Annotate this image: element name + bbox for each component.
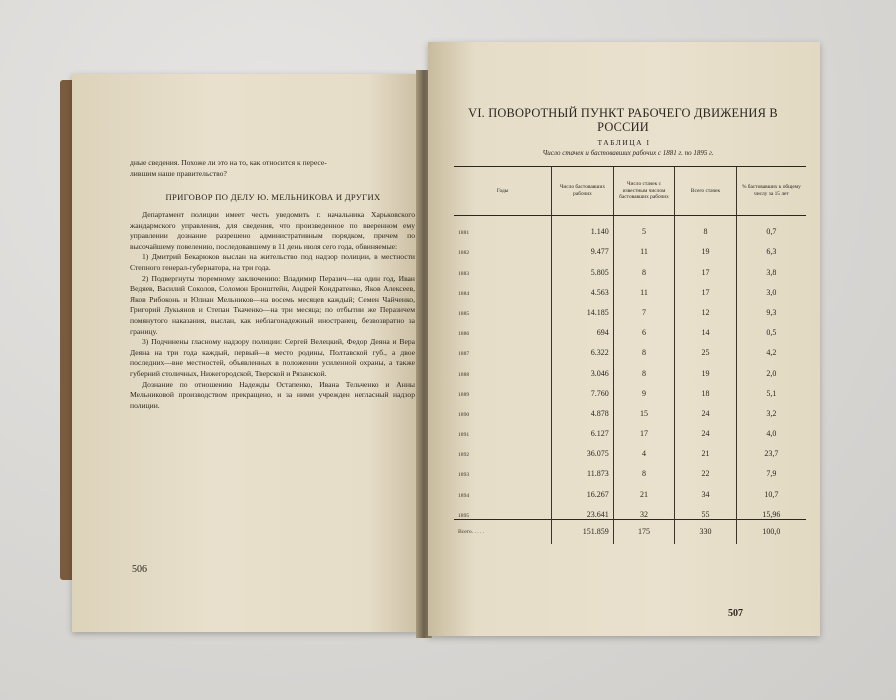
known-strikes-cell: 15 [613,398,675,418]
known-strikes-cell: 8 [613,458,675,478]
percent-cell: 6,3 [736,236,806,256]
year-cell: 1888 [458,371,470,378]
table-row [454,317,806,337]
paragraph: 2) Подвергнуты тюремному заключению: Владимир Перазич—на один год, Иван Ведяев, Василий Соколов, Соломон Бронштейн, Андрей Кондратенко, Яков Алексеев, Яков Рибоконь и Юлиан Мельников—на восемь месяцев каждый; Семен Чайченко, Григорий Лукьянов и Степан Ткаченко—на три месяца; по отбытии же Перазичем помянутого наказания, выслан, как неблагонадежный иностранец, безвозвратно за границу. [130,273,415,336]
intro-line: дные сведения. Похоже ли это на то, как относится к пересе- [130,158,327,167]
known-strikes-cell: 11 [613,236,675,256]
year-cell: 1893 [458,472,470,479]
table-row [454,499,806,520]
workers-cell: 23.641 [552,499,614,520]
workers-cell: 5.805 [552,256,614,276]
total-strikes-cell: 8 [675,216,737,237]
year-cell: 1889 [458,391,470,398]
table-row [454,378,806,398]
right-page-number: 507 [728,608,743,619]
total-label-cell: Всего. . . . . [454,519,552,544]
table-row [454,216,806,237]
workers-cell: 4.878 [552,398,614,418]
table-row [454,418,806,438]
year-cell: 1887 [458,351,470,358]
table-row [454,236,806,256]
year-cell: 1884 [458,290,470,297]
total-strikes-sum-cell: 330 [675,519,737,544]
chapter-title: VI. ПОВОРОТНЫЙ ПУНКТ РАБОЧЕГО ДВИЖЕНИЯ В РОССИИ [468,106,778,134]
total-workers-cell: 151.859 [552,519,614,544]
known-strikes-cell: 11 [613,277,675,297]
table-row [454,357,806,377]
workers-cell: 9.477 [552,236,614,256]
total-strikes-cell: 21 [675,438,737,458]
total-strikes-cell: 34 [675,478,737,498]
year-cell: 1895 [458,512,470,519]
year-cell: 1892 [458,452,470,459]
workers-cell: 7.760 [552,378,614,398]
percent-cell: 4,0 [736,418,806,438]
total-percent-cell: 100,0 [736,519,806,544]
total-strikes-cell: 17 [675,277,737,297]
year-cell: 1886 [458,331,470,338]
year-cell: 1881 [458,230,470,237]
table-caption: ТАБЛИЦА I [597,138,651,147]
known-strikes-cell: 21 [613,478,675,498]
percent-cell: 7,9 [736,458,806,478]
workers-cell: 6.127 [552,418,614,438]
percent-cell: 23,7 [736,438,806,458]
column-header: Число бастовавших рабочих [552,167,614,216]
total-strikes-cell: 24 [675,398,737,418]
total-strikes-cell: 19 [675,357,737,377]
intro-line: лившим наше правительство? [130,168,227,178]
column-header: % бастовавших к общему числу за 15 лет [736,167,806,216]
percent-cell: 0,7 [736,216,806,237]
year-cell: 1882 [458,250,470,257]
known-strikes-cell: 17 [613,418,675,438]
percent-cell: 10,7 [736,478,806,498]
paragraph: Департамент полиции имеет честь уведомить г. начальника Харьковского жандармского управления, для сведения, что произведенное по вверенном ему управлении дознание разрешено административным порядком, причем по высочайшему повелению, последовавшему в 11 день июля сего года, обвиняемые: [130,210,415,251]
right-page [428,42,820,636]
total-strikes-cell: 17 [675,256,737,276]
open-book [60,40,830,640]
known-strikes-cell: 8 [613,256,675,276]
paragraph: 3) Подчинены гласному надзору полиции: Сергей Велецкий, Федор Деяна и Вера Деяна на три года каждый, первый—в место родины, Полтавской губ., а двое последних—вне местностей, объявленных в положении усиленной охраны, а также губерний столичных, Нижегородской, Тверской и Рязанской. [130,337,415,378]
left-page-number: 506 [132,564,147,575]
column-header: Всего стачек [675,167,737,216]
workers-cell: 14.185 [552,297,614,317]
total-strikes-cell: 25 [675,337,737,357]
known-strikes-cell: 8 [613,357,675,377]
total-strikes-cell: 24 [675,418,737,438]
column-header: Число стачек с известным числом бастовавших рабочих [613,167,675,216]
table-row [454,297,806,317]
total-strikes-cell: 12 [675,297,737,317]
left-intro [130,158,415,179]
paragraph: 1) Дмитрий Бекарюков выслан на жительство под надзор полиции, в местности Степного генерал-губернатора, на три года. [130,252,415,272]
percent-cell: 9,3 [736,297,806,317]
year-cell: 1891 [458,432,470,439]
year-cell: 1883 [458,270,470,277]
percent-cell: 3,0 [736,277,806,297]
workers-cell: 1.140 [552,216,614,237]
table-row [454,438,806,458]
known-strikes-cell: 6 [613,317,675,337]
year-cell: 1894 [458,492,470,499]
section-heading: ПРИГОВОР ПО ДЕЛУ Ю. МЕЛЬНИКОВА И ДРУГИХ [165,192,381,202]
column-header: Годы [454,167,552,216]
table-row [454,277,806,297]
known-strikes-cell: 7 [613,297,675,317]
workers-cell: 4.563 [552,277,614,297]
year-cell: 1885 [458,310,470,317]
table-subtitle: Число стачек и бастовавших рабочих с 1881 г. по 1895 г. [542,149,714,157]
total-strikes-cell: 14 [675,317,737,337]
workers-cell: 11.873 [552,458,614,478]
known-strikes-cell: 4 [613,438,675,458]
workers-cell: 3.046 [552,357,614,377]
workers-cell: 694 [552,317,614,337]
left-body [130,210,415,411]
total-strikes-cell: 18 [675,378,737,398]
table-total-row [454,519,806,544]
workers-cell: 16.267 [552,478,614,498]
total-strikes-cell: 19 [675,236,737,256]
table-row [454,337,806,357]
total-strikes-cell: 22 [675,458,737,478]
percent-cell: 0,5 [736,317,806,337]
strike-table [454,166,806,544]
known-strikes-cell: 32 [613,499,675,520]
percent-cell: 5,1 [736,378,806,398]
table-row [454,478,806,498]
percent-cell: 2,0 [736,357,806,377]
known-strikes-cell: 5 [613,216,675,237]
table-row [454,398,806,418]
workers-cell: 6.322 [552,337,614,357]
percent-cell: 4,2 [736,337,806,357]
left-page [72,74,420,632]
known-strikes-cell: 8 [613,337,675,357]
paragraph: Дознание по отношению Надежды Остапенко, Ивана Тельченко и Анны Мельниковой производством прекращено, и за ними учрежден негласный надзор полиции. [130,379,415,410]
year-cell: 1890 [458,411,470,418]
table-header-row [454,167,806,216]
percent-cell: 15,96 [736,499,806,520]
workers-cell: 36.075 [552,438,614,458]
table-row [454,256,806,276]
total-known-cell: 175 [613,519,675,544]
percent-cell: 3,8 [736,256,806,276]
known-strikes-cell: 9 [613,378,675,398]
percent-cell: 3,2 [736,398,806,418]
total-strikes-cell: 55 [675,499,737,520]
table-row [454,458,806,478]
